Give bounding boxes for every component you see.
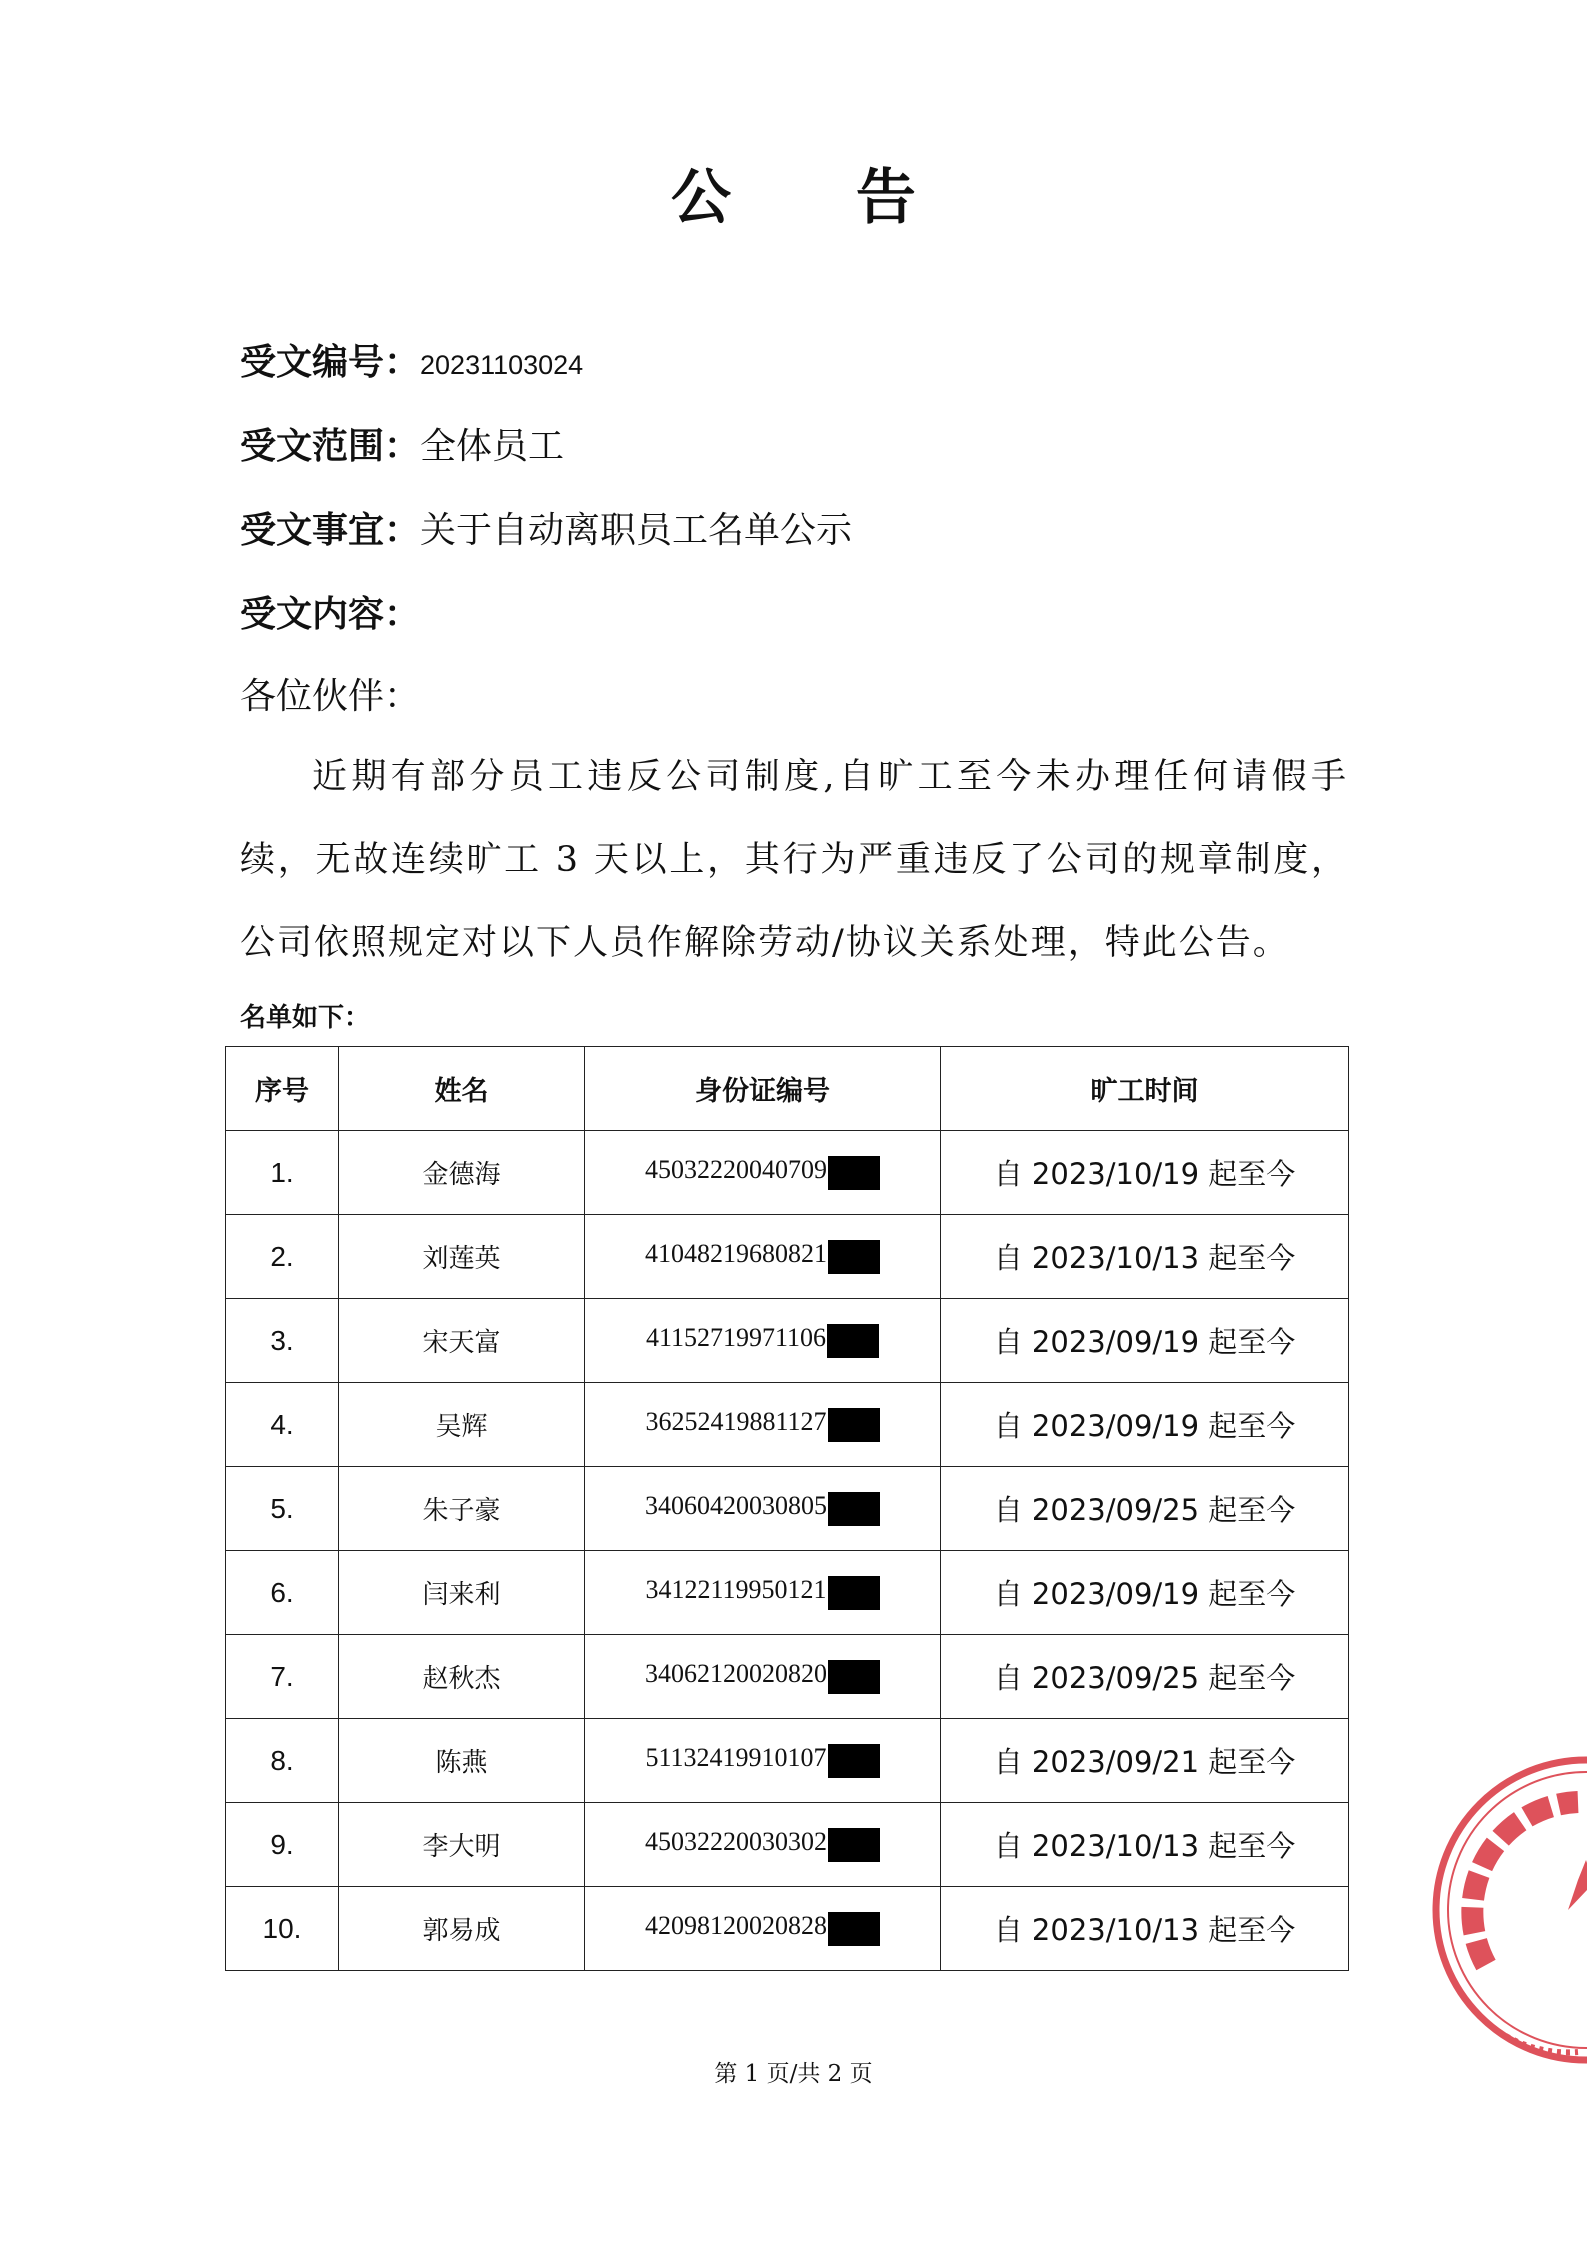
table-row xyxy=(226,1131,1349,1215)
row-id-number-text: 51132419910107 xyxy=(645,1743,827,1773)
table-row xyxy=(226,1299,1349,1383)
row-seq xyxy=(226,1383,339,1467)
row-seq-text: 6. xyxy=(270,1576,294,1608)
row-name-text: 宋天富 xyxy=(422,1328,501,1358)
row-name xyxy=(339,1803,585,1887)
row-absence-period xyxy=(941,1803,1349,1887)
row-id-number xyxy=(585,1215,941,1299)
row-absence-period-text: 自 2023/09/19 起至今 xyxy=(993,1577,1296,1611)
row-absence-period xyxy=(941,1551,1349,1635)
row-id-number-text: 34060420030805 xyxy=(645,1491,827,1521)
notice-title: 公 告 xyxy=(671,163,968,233)
redaction-block xyxy=(828,1660,880,1694)
field-doc-number xyxy=(240,334,583,385)
table-row xyxy=(226,1803,1349,1887)
row-name xyxy=(339,1467,585,1551)
row-absence-period xyxy=(941,1635,1349,1719)
row-seq-text: 7. xyxy=(270,1660,294,1692)
row-name xyxy=(339,1635,585,1719)
row-id-number xyxy=(585,1635,941,1719)
row-seq-text: 2. xyxy=(270,1240,294,1272)
roster-table xyxy=(225,1046,1349,1971)
field-matter-label: 受文事宜： xyxy=(240,509,421,551)
row-name-text: 吴辉 xyxy=(435,1412,488,1442)
header-seq: 序号 xyxy=(226,1047,339,1131)
row-id-number xyxy=(585,1467,941,1551)
row-name-text: 李大明 xyxy=(422,1832,501,1862)
redaction-block xyxy=(828,1240,880,1274)
row-seq xyxy=(226,1719,339,1803)
row-seq-text: 4. xyxy=(270,1408,294,1440)
row-absence-period-text: 自 2023/09/21 起至今 xyxy=(993,1745,1296,1779)
table-row xyxy=(226,1467,1349,1551)
row-seq xyxy=(226,1467,339,1551)
row-absence-period-text: 自 2023/10/19 起至今 xyxy=(993,1157,1296,1191)
header-id: 身份证编号 xyxy=(585,1047,941,1131)
row-id-number-text: 42098120020828 xyxy=(645,1911,827,1941)
row-name xyxy=(339,1719,585,1803)
row-name-text: 赵秋杰 xyxy=(422,1664,501,1694)
row-absence-period-text: 自 2023/10/13 起至今 xyxy=(993,1829,1296,1863)
row-seq xyxy=(226,1299,339,1383)
row-seq-text: 9. xyxy=(270,1828,294,1860)
redaction-block xyxy=(827,1324,879,1358)
row-seq xyxy=(226,1131,339,1215)
field-matter-value: 关于自动离职员工名单公示 xyxy=(420,510,853,551)
row-id-number-text: 45032220030302 xyxy=(645,1827,827,1857)
row-id-number xyxy=(585,1719,941,1803)
row-absence-period-text: 自 2023/09/19 起至今 xyxy=(993,1325,1296,1359)
row-name xyxy=(339,1551,585,1635)
row-id-number xyxy=(585,1383,941,1467)
row-seq xyxy=(226,1887,339,1971)
row-name-text: 陈燕 xyxy=(435,1748,488,1778)
table-row xyxy=(226,1383,1349,1467)
field-content xyxy=(240,586,420,637)
table-row xyxy=(226,1551,1349,1635)
row-id-number-text: 34122119950121 xyxy=(645,1575,827,1605)
row-name-text: 金德海 xyxy=(422,1160,501,1190)
table-row xyxy=(226,1215,1349,1299)
row-seq-text: 1. xyxy=(270,1156,294,1188)
row-absence-period xyxy=(941,1299,1349,1383)
row-name-text: 郭易成 xyxy=(422,1916,501,1946)
header-name: 姓名 xyxy=(339,1047,585,1131)
row-absence-period xyxy=(941,1467,1349,1551)
field-matter xyxy=(240,502,852,553)
row-seq xyxy=(226,1551,339,1635)
row-id-number xyxy=(585,1131,941,1215)
row-absence-period-text: 自 2023/09/25 起至今 xyxy=(993,1661,1296,1695)
header-period: 旷工时间 xyxy=(941,1047,1349,1131)
row-seq-text: 10. xyxy=(262,1912,302,1944)
row-id-number xyxy=(585,1299,941,1383)
roster-body xyxy=(226,1131,1349,1971)
row-absence-period xyxy=(941,1131,1349,1215)
field-scope-value: 全体员工 xyxy=(420,426,565,467)
table-row xyxy=(226,1887,1349,1971)
row-name xyxy=(339,1887,585,1971)
row-seq-text: 8. xyxy=(270,1744,294,1776)
row-absence-period-text: 自 2023/10/13 起至今 xyxy=(993,1241,1296,1275)
row-seq xyxy=(226,1635,339,1719)
table-row xyxy=(226,1635,1349,1719)
redaction-block xyxy=(828,1828,880,1862)
page-footer: 第 1 页/共 2 页 xyxy=(714,2061,873,2087)
row-id-number-text: 45032220040709 xyxy=(645,1155,827,1185)
redaction-block xyxy=(828,1576,880,1610)
row-absence-period xyxy=(941,1383,1349,1467)
row-absence-period-text: 自 2023/09/19 起至今 xyxy=(993,1409,1296,1443)
row-name xyxy=(339,1131,585,1215)
row-seq xyxy=(226,1215,339,1299)
redaction-block xyxy=(828,1912,880,1946)
row-name xyxy=(339,1215,585,1299)
row-name-text: 闫来利 xyxy=(422,1580,501,1610)
seal-icon xyxy=(1436,1760,1587,2060)
row-id-number-text: 34062120020820 xyxy=(645,1659,827,1689)
redaction-block xyxy=(828,1156,880,1190)
row-name xyxy=(339,1383,585,1467)
row-id-number xyxy=(585,1803,941,1887)
row-absence-period xyxy=(941,1719,1349,1803)
redaction-block xyxy=(828,1492,880,1526)
field-doc-number-value: 20231103024 xyxy=(420,350,584,380)
row-name-text: 刘莲英 xyxy=(422,1244,501,1274)
row-seq-text: 3. xyxy=(270,1324,294,1356)
row-name xyxy=(339,1299,585,1383)
body-paragraph: 近期有部分员工违反公司制度,自旷工至今未办理任何请假手续，无故连续旷工 3 天以上，其行为严重违反了公司的规章制度，公司依照规定对以下人员作解除劳动/协议关系处理，特此公告。 xyxy=(240,757,1348,963)
redaction-block xyxy=(828,1408,880,1442)
row-id-number-text: 36252419881127 xyxy=(645,1407,827,1437)
redaction-block xyxy=(828,1744,880,1778)
field-scope-label: 受文范围： xyxy=(240,425,421,467)
field-content-label: 受文内容： xyxy=(240,593,421,635)
row-absence-period xyxy=(941,1887,1349,1971)
body-paragraph-block xyxy=(240,736,1348,985)
row-id-number xyxy=(585,1551,941,1635)
row-id-number-text: 41048219680821 xyxy=(645,1239,827,1269)
company-seal-stamp xyxy=(1428,1740,1587,2080)
list-caption: 名单如下： xyxy=(240,1003,371,1033)
field-doc-number-label: 受文编号： xyxy=(240,341,421,383)
row-absence-period xyxy=(941,1215,1349,1299)
roster-header-row xyxy=(226,1047,1349,1131)
row-id-number-text: 41152719971106 xyxy=(645,1323,827,1353)
field-scope xyxy=(240,418,564,469)
table-row xyxy=(226,1719,1349,1803)
row-absence-period-text: 自 2023/10/13 起至今 xyxy=(993,1913,1296,1947)
row-seq-text: 5. xyxy=(270,1492,294,1524)
row-name-text: 朱子豪 xyxy=(422,1496,501,1526)
row-absence-period-text: 自 2023/09/25 起至今 xyxy=(993,1493,1296,1527)
row-seq xyxy=(226,1803,339,1887)
row-id-number xyxy=(585,1887,941,1971)
salutation: 各位伙伴： xyxy=(240,676,421,717)
